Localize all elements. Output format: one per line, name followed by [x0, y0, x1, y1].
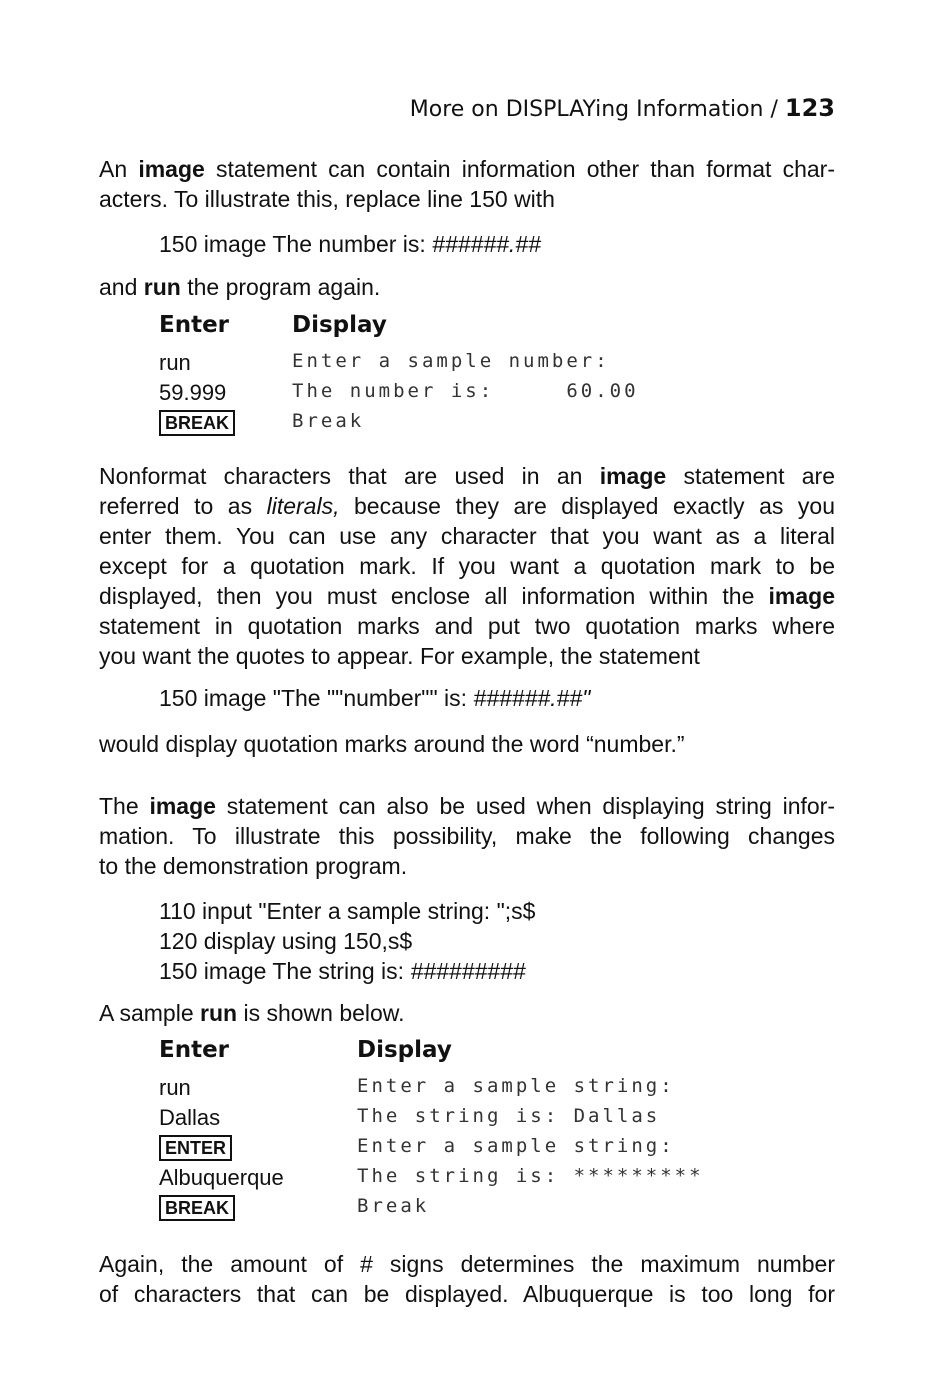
- code-text: 150 image "The ""number"" is:: [159, 685, 474, 711]
- break-key: BREAK: [159, 1195, 235, 1221]
- text: to the demonstration program.: [99, 853, 408, 879]
- format-pattern: ######.##: [432, 231, 541, 257]
- enter-key: ENTER: [159, 1135, 232, 1161]
- text: acters. To illustrate this, replace line 150 with: [99, 186, 555, 212]
- display-cell: The number is: 60.00: [292, 380, 639, 402]
- enter-header: Enter: [159, 1037, 230, 1063]
- text: is shown below.: [237, 1000, 405, 1026]
- page-number: 123: [784, 94, 835, 122]
- text: referred to as: [99, 493, 267, 519]
- code-block-string: [159, 896, 535, 986]
- keyword-image: image: [149, 793, 216, 819]
- display-cell: Break: [292, 410, 365, 432]
- enter-cell: run: [159, 350, 191, 375]
- text: would display quotation marks around the word “number.”: [99, 731, 685, 757]
- text: statement can also be used when displaying string infor-: [215, 793, 836, 819]
- text: Nonformat characters that are used in an: [99, 463, 600, 489]
- keyword-image: image: [599, 463, 667, 489]
- text: The: [99, 793, 150, 819]
- display-header: Display: [292, 312, 387, 338]
- enter-cell: run: [159, 1075, 191, 1100]
- format-pattern: #########: [410, 958, 526, 984]
- text: displayed, then you must enclose all information within the: [99, 583, 769, 609]
- running-header: [410, 94, 835, 122]
- code-line-150: [159, 956, 535, 986]
- text: Again, the amount of # signs determines the maximum number: [99, 1251, 835, 1277]
- enter-header: Enter: [159, 312, 230, 338]
- text: you want the quotes to appear. For example, the statement: [99, 643, 700, 669]
- display-cell: Enter a sample number:: [292, 350, 610, 372]
- paragraph-again: [99, 1249, 835, 1309]
- display-header: Display: [357, 1037, 452, 1063]
- text: of characters that can be displayed. Albuquerque is too long for: [99, 1281, 835, 1307]
- text: A sample: [99, 1000, 200, 1026]
- display-cell: Enter a sample string:: [357, 1075, 675, 1097]
- text: except for a quotation mark. If you want a quotation mark to be: [99, 553, 835, 579]
- format-pattern: ######.##: [473, 685, 583, 711]
- text: the program again.: [180, 274, 381, 300]
- term-literals: literals,: [266, 493, 340, 519]
- code-text: 150 image The string is:: [159, 958, 411, 984]
- text: mation. To illustrate this possibility, make the following changes: [99, 823, 835, 849]
- text: because they are displayed exactly as you: [339, 493, 835, 519]
- enter-cell: 59.999: [159, 380, 227, 405]
- code-line-150-number: [159, 229, 541, 259]
- paragraph-string-info: [99, 791, 835, 881]
- display-cell: Enter a sample string:: [357, 1135, 675, 1157]
- break-key: BREAK: [159, 410, 235, 436]
- paragraph-image-literals-intro: [99, 154, 835, 214]
- display-cell: The string is: Dallas: [357, 1105, 661, 1127]
- paragraph-quotation-result: [99, 729, 835, 759]
- text: statement can contain information other than format char-: [204, 156, 835, 182]
- text: statement in quotation marks and put two quotation marks where: [99, 613, 835, 639]
- paragraph-sample-run: [99, 998, 835, 1028]
- code-line-110: 110 input "Enter a sample string: ";s$: [159, 898, 536, 924]
- keyword-run: run: [200, 1000, 238, 1026]
- header-title: More on DISPLAYing Information /: [409, 97, 778, 122]
- text: statement are: [666, 463, 835, 489]
- code-text: ": [582, 685, 591, 711]
- enter-cell: Albuquerque: [159, 1165, 284, 1190]
- text: and: [99, 274, 144, 300]
- display-cell: Break: [357, 1195, 430, 1217]
- keyword-image: image: [138, 156, 205, 182]
- paragraph-run-again: [99, 272, 835, 302]
- keyword-image: image: [768, 583, 835, 609]
- code-text: 150 image The number is:: [159, 231, 433, 257]
- keyword-run: run: [143, 274, 181, 300]
- text: An: [99, 156, 139, 182]
- paragraph-literals: [99, 461, 835, 671]
- enter-cell: Dallas: [159, 1105, 221, 1130]
- code-line-120: 120 display using 150,s$: [159, 928, 413, 954]
- display-cell: The string is: *********: [357, 1165, 704, 1187]
- text: enter them. You can use any character that you want as a literal: [99, 523, 835, 549]
- code-line-150-quotes: [159, 683, 590, 713]
